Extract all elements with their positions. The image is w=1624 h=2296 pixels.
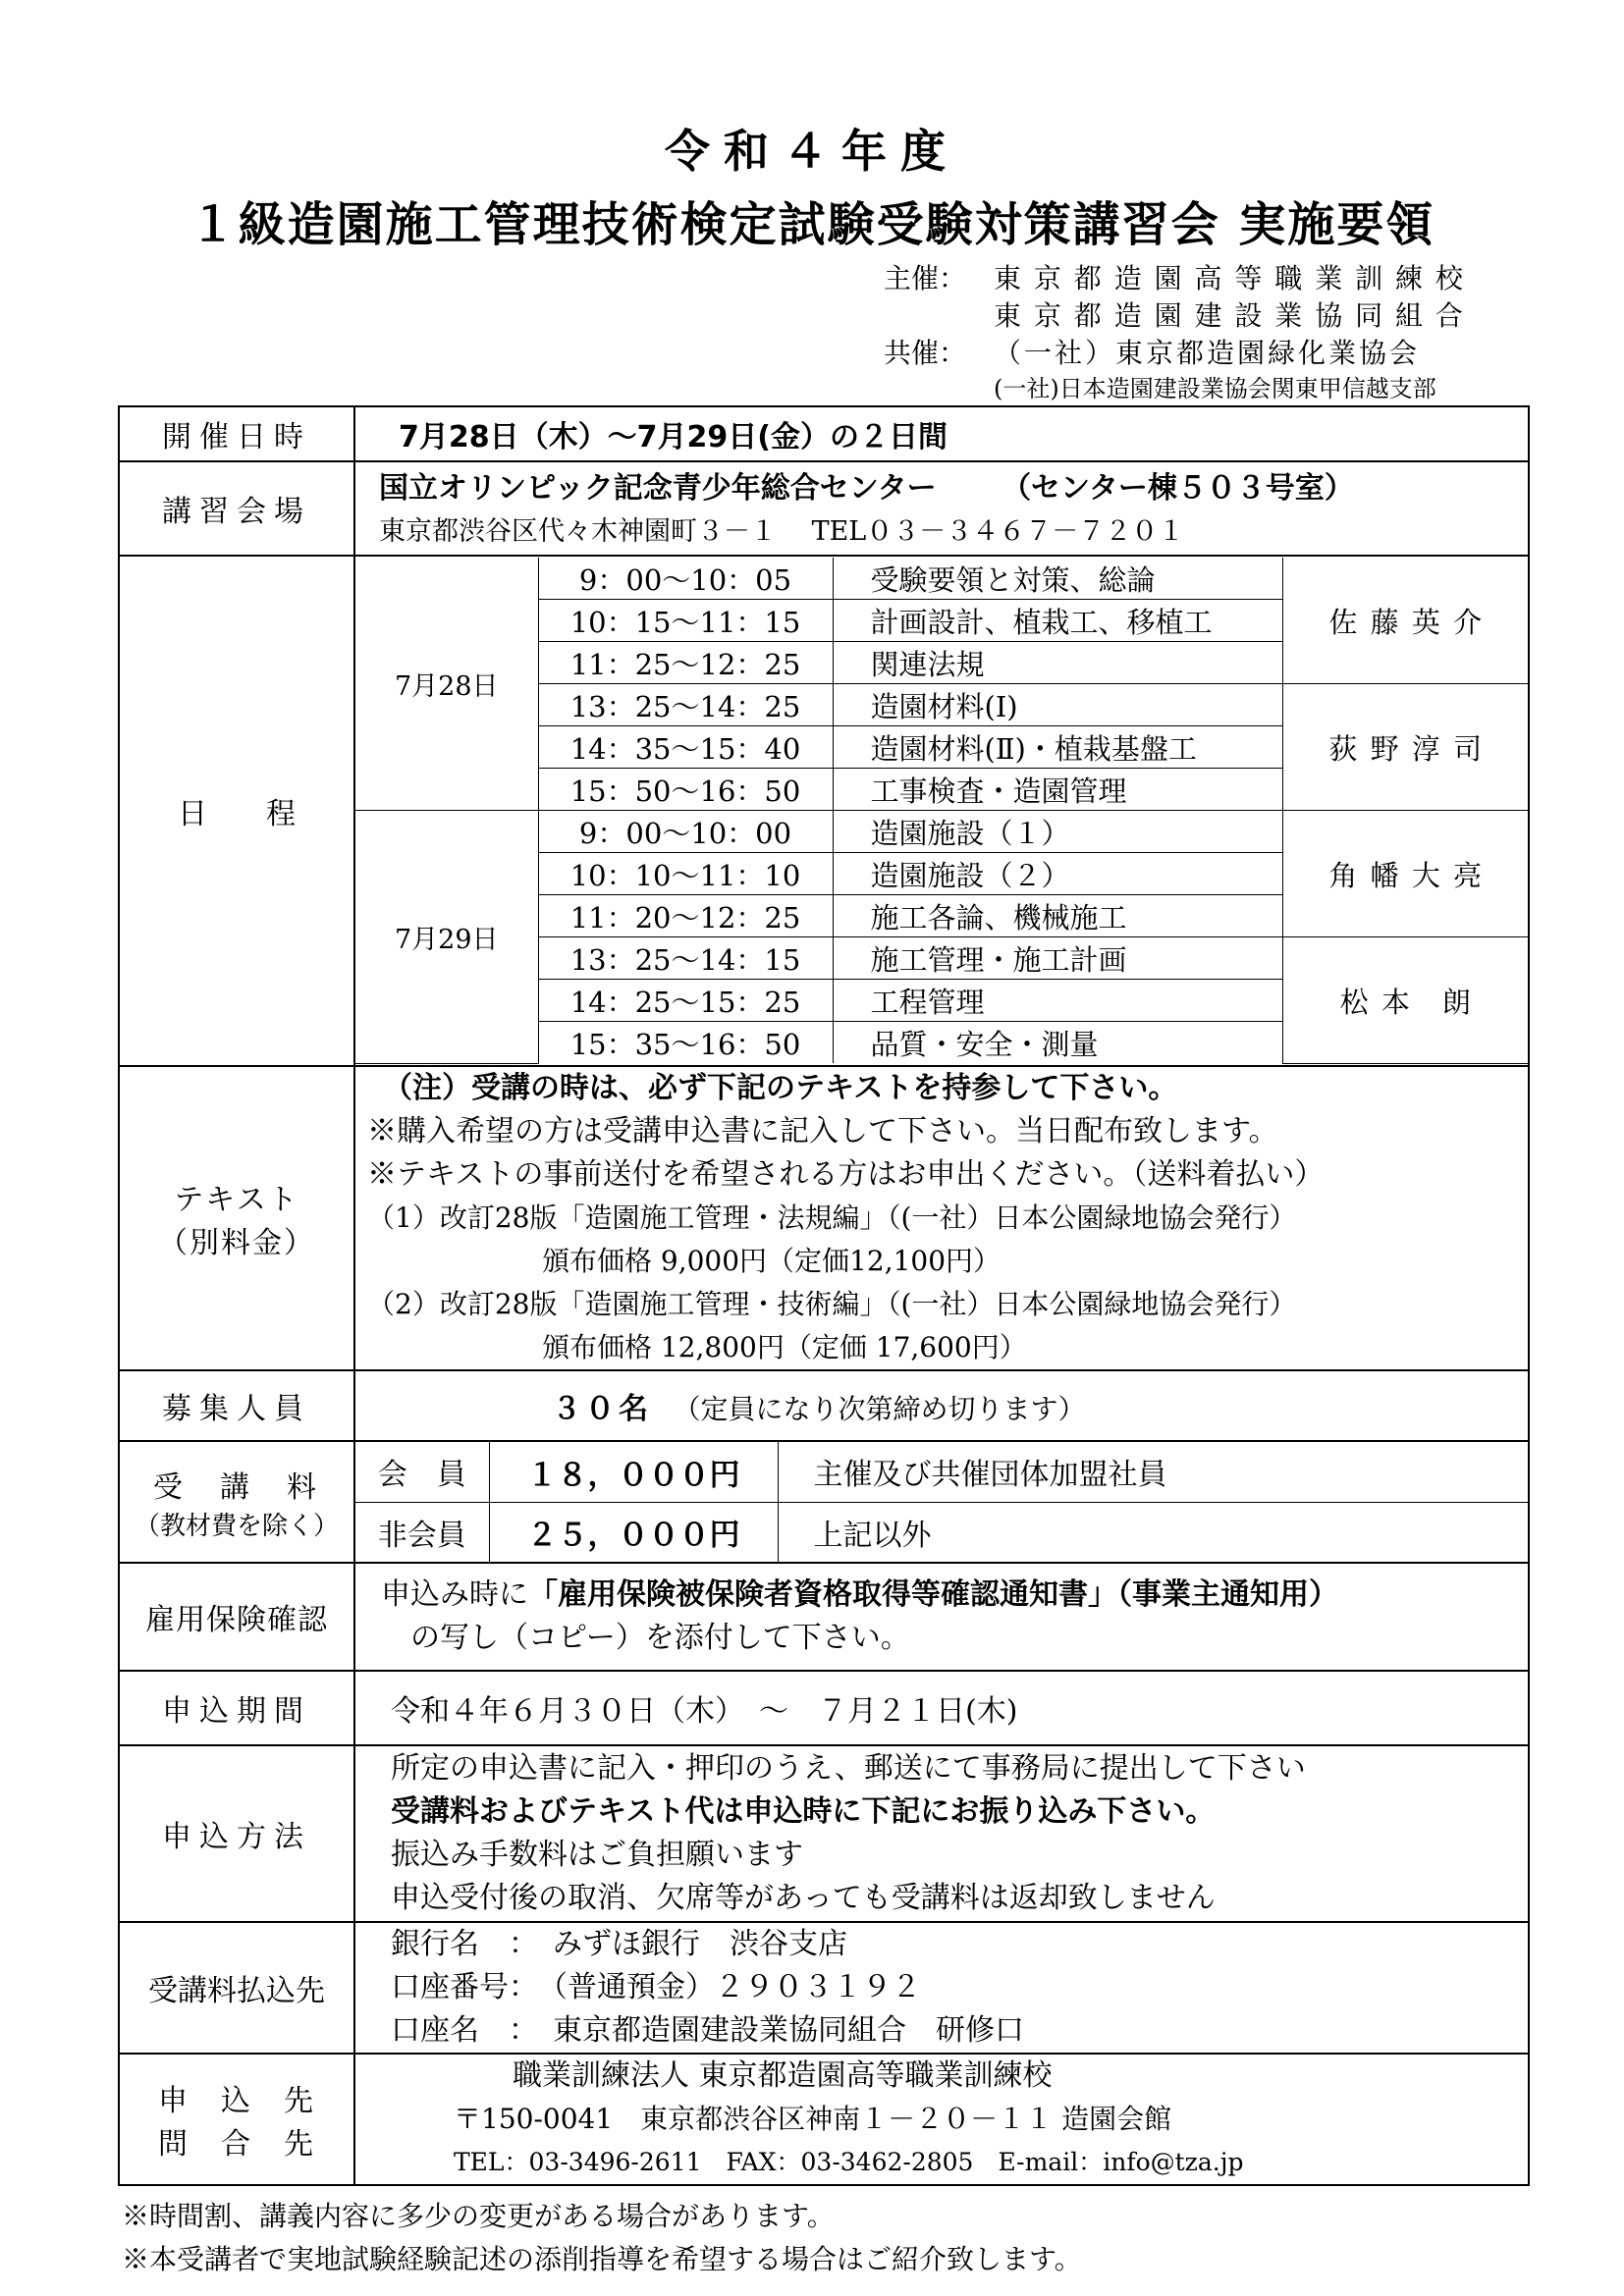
details-table [118, 405, 1530, 2186]
session-topic: 関連法規 [833, 642, 1282, 684]
footnote: ※本受講者で実地試験経験記述の添削指導を希望する場合はご紹介致します。 [122, 2243, 1082, 2275]
label-recruit: 募集人員 [119, 1370, 354, 1441]
recruit-note: （定員になり次第締め切ります） [673, 1393, 1086, 1425]
organizer-name: 東 京 都 造 園 建 設 業 協 同 組 合 [994, 299, 1465, 332]
recruit-count: ３０名 [552, 1392, 652, 1426]
label-fee-sub: （教材費を除く） [134, 1511, 339, 1541]
session-time: 9：00～10：00 [538, 811, 833, 853]
session-time: 10：10～11：10 [538, 853, 833, 895]
session-topic: 造園材料(Ⅰ) [833, 684, 1282, 726]
insurance-note: の写し（コピー）を添付して下さい。 [410, 1621, 910, 1655]
organizer-label-main: 主催： [884, 262, 967, 294]
schedule-day: 7月29日 [355, 811, 538, 1064]
instructor: 角 幡 大 亮 [1282, 811, 1530, 937]
session-topic: 品質・安全・測量 [833, 1022, 1282, 1064]
session-time: 13：25～14：25 [538, 684, 833, 726]
fee-amount: ２５，０００円 [489, 1502, 778, 1562]
organizer-name: 東 京 都 造 園 高 等 職 業 訓 練 校 [994, 262, 1465, 294]
label-insurance: 雇用保険確認 [119, 1563, 354, 1671]
session-time: 9：00～10：05 [538, 558, 833, 600]
instructor: 荻 野 淳 司 [1282, 684, 1530, 811]
label-dates: 開催日時 [119, 406, 354, 461]
text-note: （注）受講の時は、必ず下記のテキストを持参して下さい。 [383, 1071, 1178, 1105]
session-topic: 工事検査・造園管理 [833, 769, 1282, 811]
session-time: 14：35～15：40 [538, 726, 833, 769]
page-title: 令和４年度 [665, 125, 959, 178]
session-topic: 計画設計、植栽工、移植工 [833, 600, 1282, 642]
session-topic: 施工各論、機械施工 [833, 895, 1282, 937]
session-time: 11：20～12：25 [538, 895, 833, 937]
session-time: 15：50～16：50 [538, 769, 833, 811]
instructor: 佐 藤 英 介 [1282, 558, 1530, 684]
fee-desc: 主催及び共催団体加盟社員 [778, 1442, 1530, 1502]
session-time: 15：35～16：50 [538, 1022, 833, 1064]
method-line-emphasis: 受講料およびテキスト代は申込時に下記にお振り込み下さい。 [391, 1794, 1216, 1829]
session-topic: 施工管理・施工計画 [833, 937, 1282, 980]
instructor: 松 本 朗 [1282, 937, 1530, 1064]
session-topic: 造園材料(Ⅱ)・植栽基盤工 [833, 726, 1282, 769]
fee-table [355, 1442, 1530, 1562]
label-apply-to: 申 込 先 [158, 2084, 315, 2118]
venue-address: 東京都渋谷区代々木神園町３－１ TEL０３－３４６７－７２０１ [379, 516, 1185, 547]
session-time: 10：15～11：15 [538, 600, 833, 642]
fee-type: 非会員 [355, 1502, 489, 1562]
contact-phone-email: TEL：03-3496-2611 FAX：03-3462-2805 E-mail：info@tza.jp [454, 2148, 1244, 2176]
label-method: 申込方法 [119, 1745, 354, 1922]
fee-amount: １８，０００円 [489, 1442, 778, 1502]
venue-name: 国立オリンピック記念青少年総合センター [379, 471, 937, 506]
contact-address: 〒150-0041 東京都渋谷区神南１－２０－１１ 造園会館 [454, 2103, 1172, 2135]
page-subtitle: １級造園施工管理技術検定試験受験対策講習会 実施要領 [189, 197, 1435, 252]
method-line: 振込み手数料はご負担願います [391, 1838, 803, 1872]
session-topic: 受験要領と対策、総論 [833, 558, 1282, 600]
fee-desc: 上記以外 [778, 1502, 1530, 1562]
bank-line: 口座番号： （普通預金）２９０３１９２ [391, 1970, 921, 2004]
session-time: 13：25～14：15 [538, 937, 833, 980]
organizer-label-co: 共催： [884, 337, 967, 369]
footnote: ※時間割、講義内容に多少の変更がある場合があります。 [122, 2200, 835, 2232]
bank-line: 口座名 ： 東京都造園建設業協同組合 研修口 [391, 2013, 1024, 2048]
schedule-day: 7月28日 [355, 558, 538, 811]
label-bank: 受講料払込先 [119, 1922, 354, 2054]
dates-value: 7月28日（木）～7月29日(金）の２日間 [354, 406, 1529, 461]
text-line: 頒布価格 12,800円（定価 17,600円） [542, 1331, 1027, 1363]
insurance-prefix: 申込み時に [381, 1577, 528, 1612]
organizer-name: (一社)日本造園建設業協会関東甲信越支部 [994, 375, 1436, 402]
text-line: ※購入希望の方は受講申込書に記入して下さい。当日配布致します。 [367, 1114, 1278, 1148]
label-fee: 受 講 料 [153, 1469, 320, 1505]
organizer-name: （一社）東京都造園緑化業協会 [994, 337, 1421, 369]
fee-type: 会 員 [355, 1442, 489, 1502]
schedule-table [355, 558, 1530, 1064]
insurance-document: 「雇用保険被保険者資格取得等確認通知書」（事業主通知用） [528, 1577, 1338, 1612]
label-inquiry: 問 合 先 [158, 2127, 315, 2162]
bank-line: 銀行名 ： みずほ銀行 渋谷支店 [391, 1927, 847, 1961]
text-line: ※テキストの事前送付を希望される方はお申出ください。（送料着払い） [367, 1157, 1325, 1192]
label-text-sub: （別料金） [158, 1226, 315, 1260]
label-schedule: 日 程 [119, 556, 354, 1066]
method-line: 所定の申込書に記入・押印のうえ、郵送にて事務局に提出して下さい [391, 1751, 1306, 1786]
period-value: 令和４年６月３０日（木） ～ ７月２１日(木) [354, 1671, 1529, 1745]
session-topic: 造園施設（２） [833, 853, 1282, 895]
session-time: 14：25～15：25 [538, 980, 833, 1022]
label-text: テキスト [174, 1183, 299, 1217]
session-topic: 工程管理 [833, 980, 1282, 1022]
venue-room: （センター棟５０３号室） [1001, 471, 1354, 506]
label-venue: 講習会場 [119, 461, 354, 556]
contact-org: 職業訓練法人 東京都造園高等職業訓練校 [513, 2058, 1053, 2093]
text-line: 頒布価格 9,000円（定価12,100円） [542, 1245, 1001, 1277]
text-line: （1）改訂28版「造園施工管理・法規編」（(一社）日本公園緑地協会発行） [367, 1201, 1297, 1234]
session-topic: 造園施設（１） [833, 811, 1282, 853]
method-line: 申込受付後の取消、欠席等があっても受講料は返却致しません [391, 1881, 1216, 1915]
label-period: 申込期間 [119, 1671, 354, 1745]
session-time: 11：25～12：25 [538, 642, 833, 684]
text-line: （2）改訂28版「造園施工管理・技術編」（(一社）日本公園緑地協会発行） [367, 1288, 1297, 1320]
